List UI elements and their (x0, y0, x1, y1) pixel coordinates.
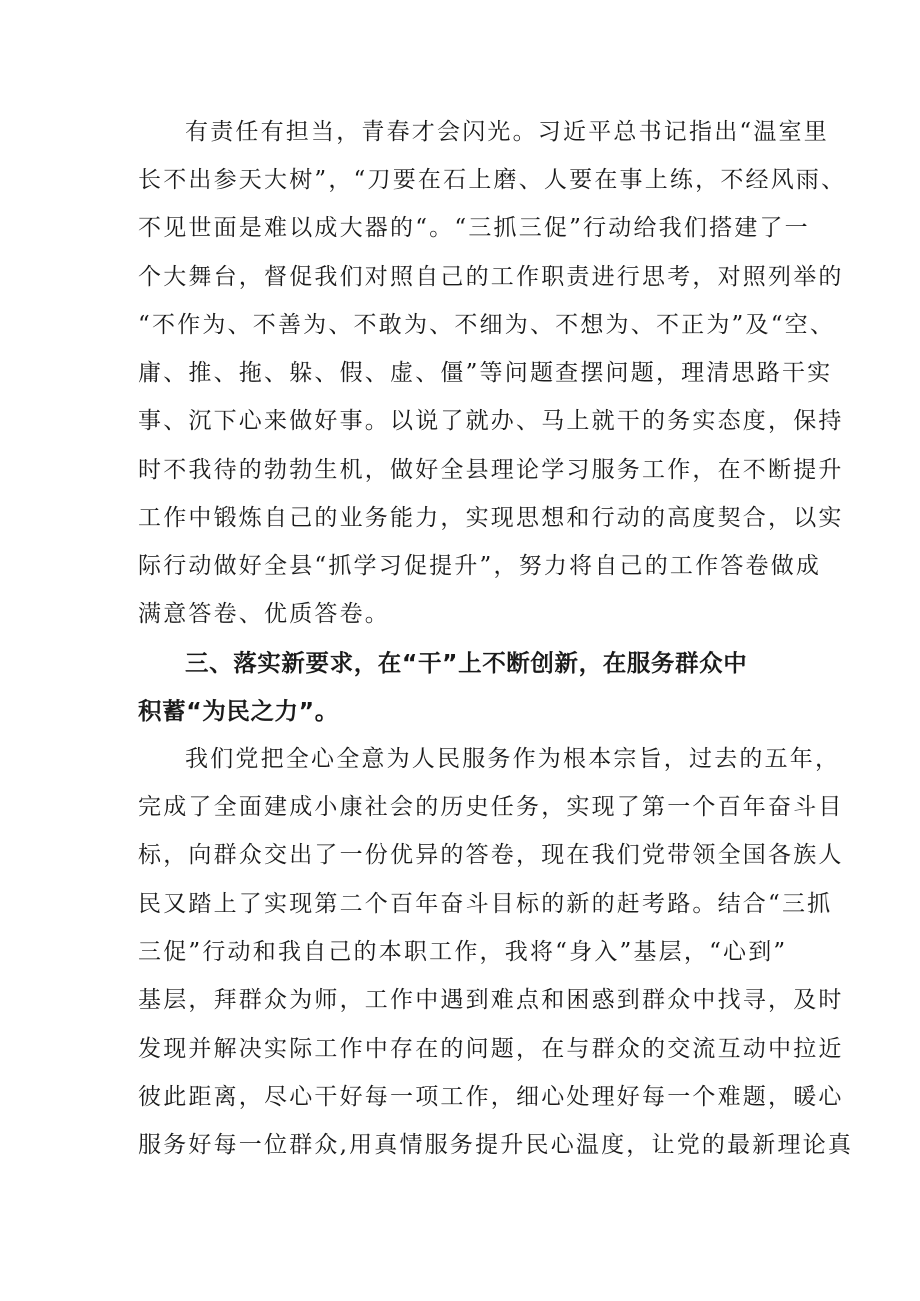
paragraph-line: “不作为、不善为、不敢为、不细为、不想为、不正为”及“空、 (138, 312, 836, 338)
paragraph-line: 民又踏上了实现第二个百年奋斗目标的新的赶考路。结合“三抓 (138, 891, 833, 917)
paragraph-line: 标，向群众交出了一份优异的答卷，现在我们党带领全国各族人 (138, 842, 844, 868)
paragraph-line: 基层，拜群众为师，工作中遇到难点和困惑到群众中找寻，及时 (138, 987, 844, 1013)
paragraph-line: 我们党把全心全意为人民服务作为根本宗旨，过去的五年， (185, 746, 841, 772)
paragraph-line: 发现并解决实际工作中存在的问题，在与群众的交流互动中拉近 (138, 1036, 844, 1062)
paragraph-line: 工作中锻炼自己的业务能力，实现思想和行动的高度契合，以实 (138, 505, 844, 531)
paragraph-line: 事、沉下心来做好事。以说了就办、马上就干的务实态度，保持 (138, 408, 844, 434)
paragraph-line: 际行动做好全县“抓学习促提升”，努力将自己的工作答卷做成 (138, 553, 822, 579)
paragraph-line: 不见世面是难以成大器的“。“三抓三促”行动给我们搭建了一 (138, 215, 810, 241)
section-heading: 三、落实新要求，在“干”上不断创新，在服务群众中 (185, 649, 748, 677)
paragraph-line: 长不出参天大树”，“刀要在石上磨、人要在事上练，不经风雨、 (138, 167, 847, 193)
paragraph-line: 有责任有担当，青春才会闪光。习近平总书记指出“温室里 (185, 119, 829, 145)
paragraph-line: 满意答卷、优质答卷。 (138, 601, 390, 627)
paragraph-line: 个大舞台，督促我们对照自己的工作职责进行思考，对照列举的 (138, 264, 844, 290)
section-heading: 积蓄“为民之力”。 (138, 697, 339, 725)
paragraph-line: 彼此距离，尽心干好每一项工作，细心处理好每一个难题，暖心 (138, 1084, 844, 1110)
paragraph-line: 完成了全面建成小康社会的历史任务，实现了第一个百年奋斗目 (138, 794, 844, 820)
paragraph-line: 时不我待的勃勃生机，做好全县理论学习服务工作，在不断提升 (138, 457, 844, 483)
paragraph-line: 三促”行动和我自己的本职工作，我将“身入”基层，“心到” (138, 939, 788, 965)
paragraph-line: 服务好每一位群众,用真情服务提升民心温度，让党的最新理论真 (138, 1132, 854, 1158)
paragraph-line: 庸、推、拖、躲、假、虚、僵”等问题查摆问题，理清思路干实 (138, 360, 833, 386)
